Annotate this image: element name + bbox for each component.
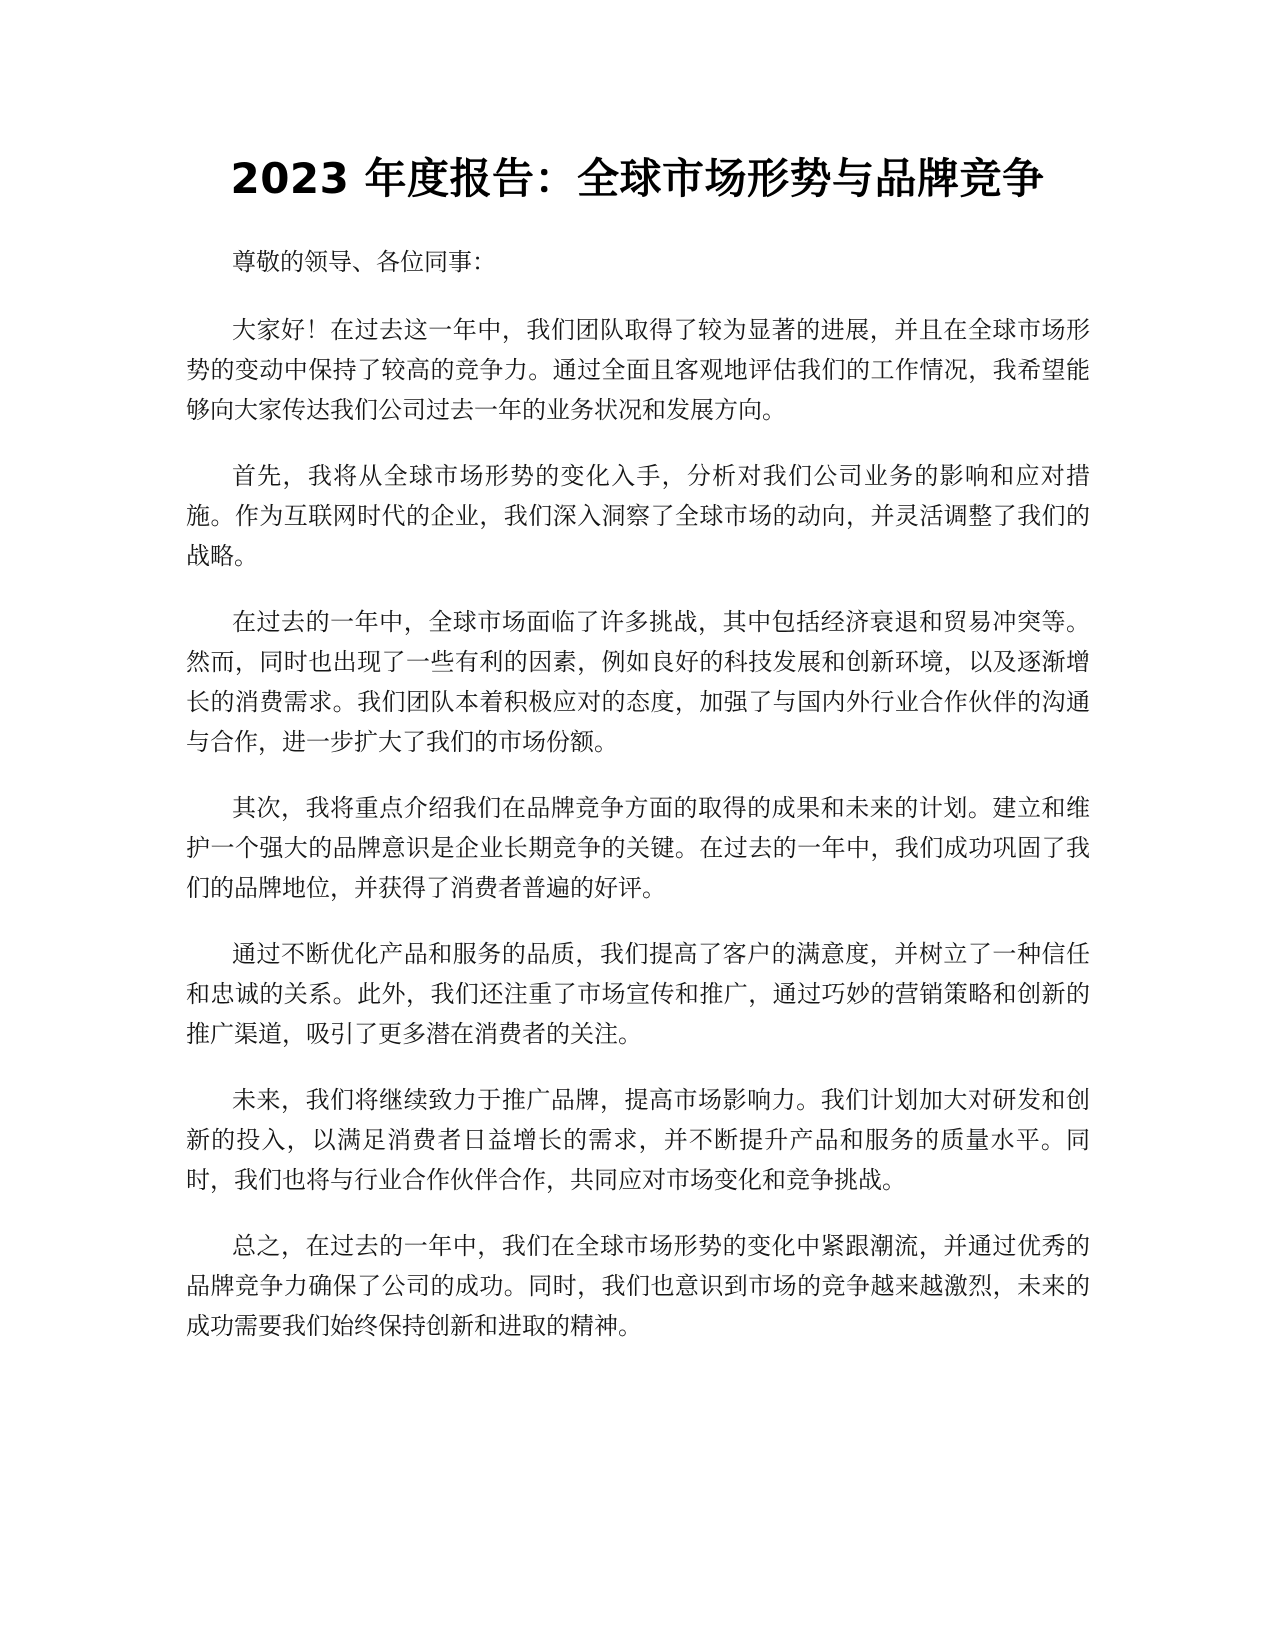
body-paragraph-4: 其次，我将重点介绍我们在品牌竞争方面的取得的成果和未来的计划。建立和维护一个强大的品牌意识是企业长期竞争的关键。在过去的一年中，我们成功巩固了我们的品牌地位，并获得了消费者普遍的好评。 xyxy=(186,794,1090,902)
body-paragraph-7: 总之，在过去的一年中，我们在全球市场形势的变化中紧跟潮流，并通过优秀的品牌竞争力确保了公司的成功。同时，我们也意识到市场的竞争越来越激烈，未来的成功需要我们始终保持创新和进取的精神。 xyxy=(186,1232,1090,1340)
salutation-paragraph: 尊敬的领导、各位同事： xyxy=(232,248,496,276)
body-paragraph-2: 首先，我将从全球市场形势的变化入手，分析对我们公司业务的影响和应对措施。作为互联网时代的企业，我们深入洞察了全球市场的动向，并灵活调整了我们的战略。 xyxy=(186,462,1090,570)
document-title: 2023 年度报告：全球市场形势与品牌竞争 xyxy=(230,154,1045,203)
document-body xyxy=(186,242,1090,1372)
body-paragraph-3: 在过去的一年中，全球市场面临了许多挑战，其中包括经济衰退和贸易冲突等。然而，同时也出现了一些有利的因素，例如良好的科技发展和创新环境，以及逐渐增长的消费需求。我们团队本着积极应对的态度，加强了与国内外行业合作伙伴的沟通与合作，进一步扩大了我们的市场份额。 xyxy=(186,608,1090,756)
body-paragraph-1: 大家好！在过去这一年中，我们团队取得了较为显著的进展，并且在全球市场形势的变动中保持了较高的竞争力。通过全面且客观地评估我们的工作情况，我希望能够向大家传达我们公司过去一年的业务状况和发展方向。 xyxy=(186,316,1090,424)
body-paragraph-5: 通过不断优化产品和服务的品质，我们提高了客户的满意度，并树立了一种信任和忠诚的关系。此外，我们还注重了市场宣传和推广，通过巧妙的营销策略和创新的推广渠道，吸引了更多潜在消费者的关注。 xyxy=(186,940,1090,1048)
body-paragraph-6: 未来，我们将继续致力于推广品牌，提高市场影响力。我们计划加大对研发和创新的投入，以满足消费者日益增长的需求，并不断提升产品和服务的质量水平。同时，我们也将与行业合作伙伴合作，共同应对市场变化和竞争挑战。 xyxy=(186,1086,1090,1194)
